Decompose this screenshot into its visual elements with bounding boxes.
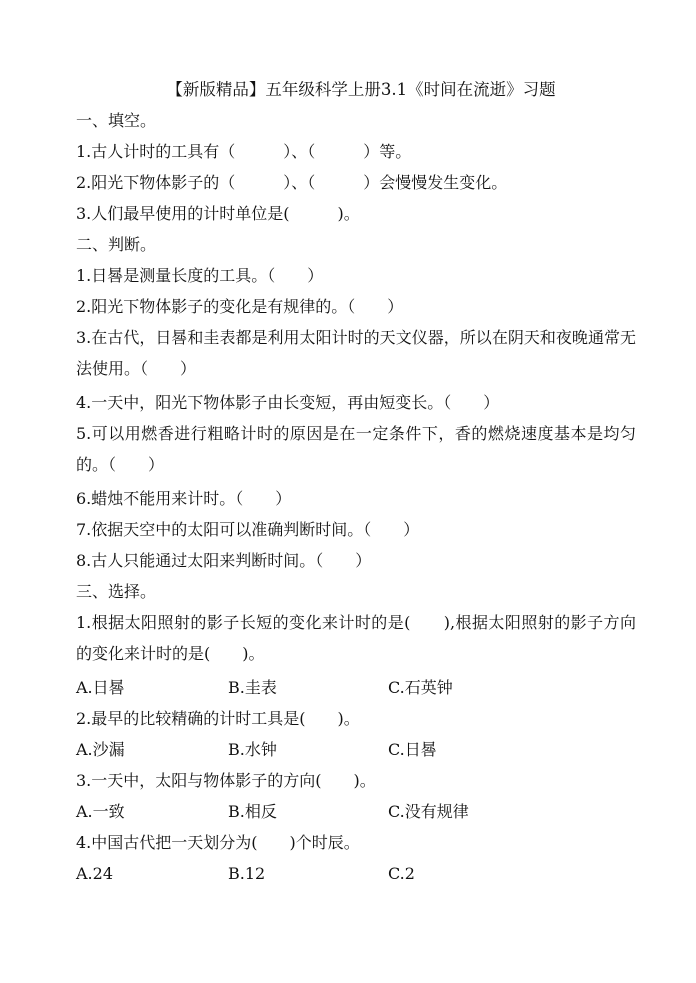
option-b: B.12 xyxy=(228,864,266,883)
option-c: C.2 xyxy=(388,864,415,883)
true-false-item-8: 8.古人只能通过太阳来判断时间。（ ） xyxy=(76,551,372,570)
choice-question-4: 4.中国古代把一天划分为( )个时辰。 xyxy=(76,833,360,852)
option-a: A.日晷 xyxy=(76,678,125,697)
choice-options-1 xyxy=(76,676,636,700)
option-c: C.没有规律 xyxy=(388,802,469,821)
fill-in-item-1: 1.古人计时的工具有（ ）、（ ）等。 xyxy=(76,142,412,161)
option-c: C.石英钟 xyxy=(388,678,453,697)
option-b: B.圭表 xyxy=(228,678,277,697)
document-title: 【新版精品】五年级科学上册3.1《时间在流逝》习题 xyxy=(166,80,556,99)
choice-options-4 xyxy=(76,862,636,886)
option-b: B.水钟 xyxy=(228,740,277,759)
fill-in-item-3: 3.人们最早使用的计时单位是( )。 xyxy=(76,204,360,223)
true-false-item-5: 5.可以用燃香进行粗略计时的原因是在一定条件下，香的燃烧速度基本是均匀的。（ ） xyxy=(76,424,636,474)
true-false-item-4: 4.一天中，阳光下物体影子由长变短，再由短变长。（ ） xyxy=(76,393,500,412)
true-false-item-7: 7.依据天空中的太阳可以准确判断时间。（ ） xyxy=(76,520,420,539)
option-b: B.相反 xyxy=(228,802,277,821)
option-a: A.一致 xyxy=(76,802,125,821)
true-false-item-1: 1.日晷是测量长度的工具。（ ） xyxy=(76,266,324,285)
section-heading-fill-in: 一、填空。 xyxy=(76,111,157,130)
choice-question-1: 1.根据太阳照射的影子长短的变化来计时的是( ),根据太阳照射的影子方向的变化来计时的是( )。 xyxy=(76,613,636,663)
option-a: A.24 xyxy=(76,864,113,883)
choice-question-2: 2.最早的比较精确的计时工具是( )。 xyxy=(76,709,360,728)
true-false-item-6: 6.蜡烛不能用来计时。（ ） xyxy=(76,489,292,508)
true-false-item-3: 3.在古代，日晷和圭表都是利用太阳计时的天文仪器，所以在阴天和夜晚通常无法使用。（ ） xyxy=(76,328,636,378)
fill-in-item-2: 2.阳光下物体影子的（ ）、（ ）会慢慢发生变化。 xyxy=(76,173,508,192)
choice-question-3: 3.一天中，太阳与物体影子的方向( )。 xyxy=(76,771,376,790)
section-heading-true-false: 二、判断。 xyxy=(76,235,157,254)
choice-options-3 xyxy=(76,800,636,824)
option-a: A.沙漏 xyxy=(76,740,125,759)
option-c: C.日晷 xyxy=(388,740,437,759)
true-false-item-2: 2.阳光下物体影子的变化是有规律的。（ ） xyxy=(76,297,404,316)
section-heading-multiple-choice: 三、选择。 xyxy=(76,582,157,601)
choice-options-2 xyxy=(76,738,636,762)
